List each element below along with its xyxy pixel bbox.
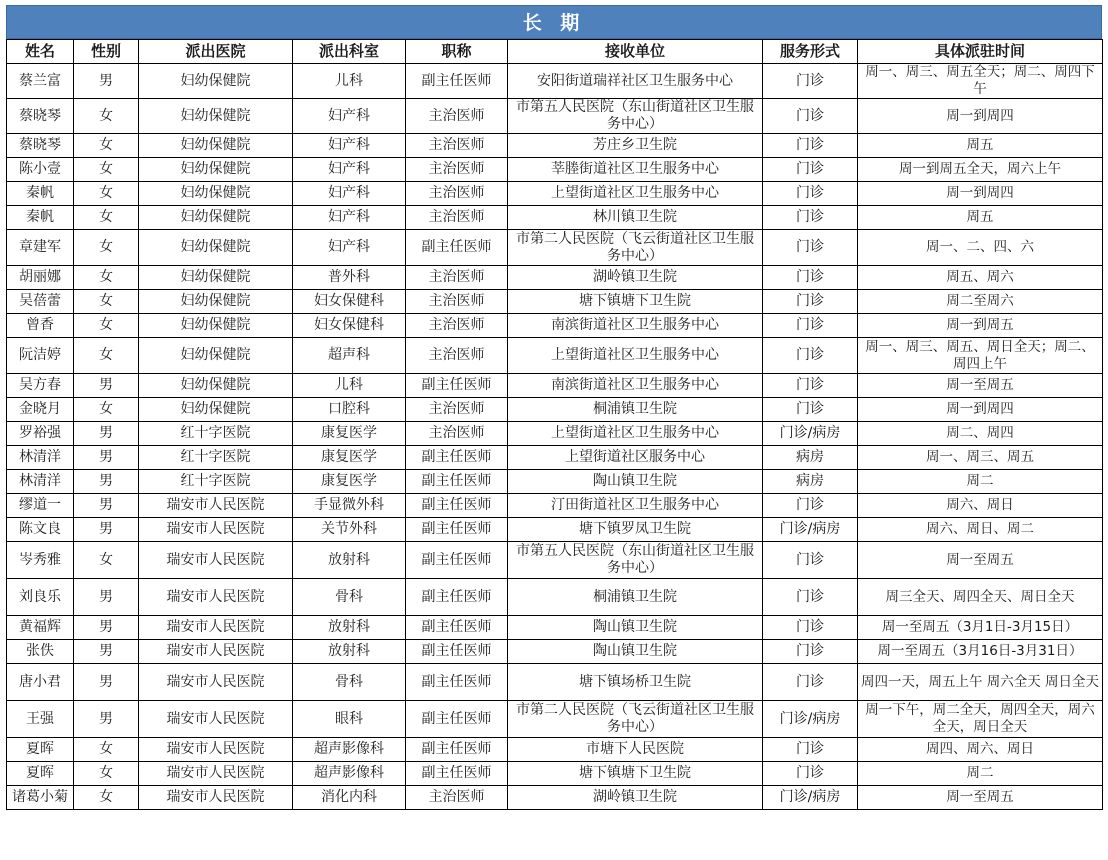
cell-hospital[interactable]: 瑞安市人民医院 <box>139 664 293 701</box>
cell-hospital[interactable]: 瑞安市人民医院 <box>139 701 293 738</box>
cell-dept[interactable]: 康复医学 <box>293 446 406 470</box>
cell-title[interactable]: 主治医师 <box>406 134 508 158</box>
cell-name[interactable]: 蔡兰富 <box>7 64 74 99</box>
cell-time[interactable]: 周一至周五（3月16日-3月31日） <box>858 640 1103 664</box>
cell-time[interactable]: 周二、周四 <box>858 422 1103 446</box>
table-row <box>7 470 1103 494</box>
cell-hospital[interactable]: 妇幼保健院 <box>139 134 293 158</box>
cell-title[interactable]: 主治医师 <box>406 99 508 134</box>
cell-dept[interactable]: 口腔科 <box>293 398 406 422</box>
cell-title[interactable]: 副主任医师 <box>406 518 508 542</box>
cell-name[interactable]: 缪道一 <box>7 494 74 518</box>
cell-gender[interactable]: 女 <box>74 738 139 762</box>
cell-title[interactable]: 主治医师 <box>406 158 508 182</box>
cell-dept[interactable]: 放射科 <box>293 616 406 640</box>
column-header-form[interactable]: 服务形式 <box>763 40 858 64</box>
cell-time[interactable]: 周一至周五 <box>858 542 1103 579</box>
cell-hospital[interactable]: 妇幼保健院 <box>139 338 293 374</box>
column-header-unit[interactable]: 接收单位 <box>508 40 763 64</box>
cell-hospital[interactable]: 瑞安市人民医院 <box>139 542 293 579</box>
cell-title[interactable]: 主治医师 <box>406 314 508 338</box>
cell-dept[interactable]: 消化内科 <box>293 786 406 810</box>
table-row <box>7 518 1103 542</box>
cell-title[interactable]: 副主任医师 <box>406 230 508 266</box>
cell-form[interactable]: 门诊 <box>763 542 858 579</box>
cell-hospital[interactable]: 瑞安市人民医院 <box>139 640 293 664</box>
cell-form[interactable]: 门诊/病房 <box>763 422 858 446</box>
cell-unit[interactable]: 汀田街道社区卫生服务中心 <box>508 494 763 518</box>
cell-gender[interactable]: 女 <box>74 314 139 338</box>
cell-gender[interactable]: 女 <box>74 206 139 230</box>
cell-name[interactable]: 章建军 <box>7 230 74 266</box>
cell-dept[interactable]: 骨科 <box>293 664 406 701</box>
cell-unit[interactable]: 桐浦镇卫生院 <box>508 579 763 616</box>
cell-time[interactable]: 周一到周四 <box>858 398 1103 422</box>
cell-name[interactable]: 曾香 <box>7 314 74 338</box>
cell-time[interactable]: 周六、周日 <box>858 494 1103 518</box>
cell-title[interactable]: 副主任医师 <box>406 446 508 470</box>
cell-name[interactable]: 夏晖 <box>7 738 74 762</box>
cell-dept[interactable]: 妇女保健科 <box>293 314 406 338</box>
cell-time[interactable]: 周一、周三、周五、周日全天；周二、周四上午 <box>858 338 1103 374</box>
cell-title[interactable]: 副主任医师 <box>406 738 508 762</box>
cell-dept[interactable]: 妇产科 <box>293 99 406 134</box>
table-row <box>7 290 1103 314</box>
cell-time[interactable]: 周一至周五 <box>858 786 1103 810</box>
cell-time[interactable]: 周一、周三、周五 <box>858 446 1103 470</box>
table-row <box>7 64 1103 99</box>
cell-gender[interactable]: 女 <box>74 230 139 266</box>
cell-dept[interactable]: 康复医学 <box>293 470 406 494</box>
column-header-gender[interactable]: 性别 <box>74 40 139 64</box>
cell-unit[interactable]: 上望街道社区卫生服务中心 <box>508 338 763 374</box>
cell-hospital[interactable]: 妇幼保健院 <box>139 374 293 398</box>
cell-hospital[interactable]: 妇幼保健院 <box>139 182 293 206</box>
cell-unit[interactable]: 市塘下人民医院 <box>508 738 763 762</box>
cell-form[interactable]: 门诊 <box>763 762 858 786</box>
cell-time[interactable]: 周三全天、周四全天、周日全天 <box>858 579 1103 616</box>
table-row <box>7 446 1103 470</box>
column-header-title[interactable]: 职称 <box>406 40 508 64</box>
cell-gender[interactable]: 男 <box>74 374 139 398</box>
cell-hospital[interactable]: 妇幼保健院 <box>139 64 293 99</box>
cell-gender[interactable]: 女 <box>74 786 139 810</box>
table-row <box>7 134 1103 158</box>
cell-title[interactable]: 主治医师 <box>406 266 508 290</box>
cell-gender[interactable]: 女 <box>74 266 139 290</box>
cell-form[interactable]: 门诊 <box>763 398 858 422</box>
cell-time[interactable]: 周一、周三、周五全天；周二、周四下午 <box>858 64 1103 99</box>
cell-hospital[interactable]: 瑞安市人民医院 <box>139 579 293 616</box>
cell-unit[interactable]: 桐浦镇卫生院 <box>508 398 763 422</box>
cell-time[interactable]: 周六、周日、周二 <box>858 518 1103 542</box>
column-header-name[interactable]: 姓名 <box>7 40 74 64</box>
cell-title[interactable]: 主治医师 <box>406 182 508 206</box>
cell-form[interactable]: 门诊 <box>763 664 858 701</box>
cell-form[interactable]: 门诊 <box>763 64 858 99</box>
table-row <box>7 338 1103 374</box>
cell-name[interactable]: 陈小壹 <box>7 158 74 182</box>
cell-gender[interactable]: 女 <box>74 338 139 374</box>
cell-hospital[interactable]: 红十字医院 <box>139 446 293 470</box>
cell-dept[interactable]: 放射科 <box>293 640 406 664</box>
cell-unit[interactable]: 湖岭镇卫生院 <box>508 786 763 810</box>
cell-form[interactable]: 门诊 <box>763 640 858 664</box>
table-row <box>7 542 1103 579</box>
cell-hospital[interactable]: 妇幼保健院 <box>139 158 293 182</box>
cell-time[interactable]: 周二至周六 <box>858 290 1103 314</box>
cell-unit[interactable]: 林川镇卫生院 <box>508 206 763 230</box>
cell-gender[interactable]: 女 <box>74 134 139 158</box>
cell-dept[interactable]: 普外科 <box>293 266 406 290</box>
cell-unit[interactable]: 莘塍街道社区卫生服务中心 <box>508 158 763 182</box>
cell-unit[interactable]: 塘下镇塘下卫生院 <box>508 762 763 786</box>
cell-hospital[interactable]: 瑞安市人民医院 <box>139 786 293 810</box>
cell-unit[interactable]: 芳庄乡卫生院 <box>508 134 763 158</box>
cell-hospital[interactable]: 妇幼保健院 <box>139 206 293 230</box>
cell-unit[interactable]: 塘下镇罗凤卫生院 <box>508 518 763 542</box>
cell-form[interactable]: 门诊/病房 <box>763 786 858 810</box>
cell-title[interactable]: 主治医师 <box>406 786 508 810</box>
cell-unit[interactable]: 南滨街道社区卫生服务中心 <box>508 374 763 398</box>
cell-time[interactable]: 周二 <box>858 470 1103 494</box>
table-row <box>7 374 1103 398</box>
cell-form[interactable]: 门诊 <box>763 99 858 134</box>
cell-dept[interactable]: 妇女保健科 <box>293 290 406 314</box>
cell-form[interactable]: 门诊 <box>763 206 858 230</box>
table-row <box>7 494 1103 518</box>
cell-time[interactable]: 周一下午，周二全天，周四全天，周六全天，周日全天 <box>858 701 1103 738</box>
cell-form[interactable]: 门诊 <box>763 374 858 398</box>
cell-hospital[interactable]: 妇幼保健院 <box>139 266 293 290</box>
cell-gender[interactable]: 女 <box>74 762 139 786</box>
cell-name[interactable]: 胡丽娜 <box>7 266 74 290</box>
cell-title[interactable]: 副主任医师 <box>406 542 508 579</box>
cell-unit[interactable]: 上望街道社区卫生服务中心 <box>508 422 763 446</box>
cell-name[interactable]: 蔡晓琴 <box>7 99 74 134</box>
cell-dept[interactable]: 关节外科 <box>293 518 406 542</box>
cell-dept[interactable]: 超声科 <box>293 338 406 374</box>
cell-time[interactable]: 周一到周四 <box>858 99 1103 134</box>
cell-title[interactable]: 副主任医师 <box>406 762 508 786</box>
cell-form[interactable]: 门诊 <box>763 738 858 762</box>
cell-time[interactable]: 周一至周五 <box>858 374 1103 398</box>
cell-unit[interactable]: 陶山镇卫生院 <box>508 470 763 494</box>
cell-form[interactable]: 门诊 <box>763 230 858 266</box>
cell-form[interactable]: 病房 <box>763 470 858 494</box>
cell-hospital[interactable]: 瑞安市人民医院 <box>139 762 293 786</box>
cell-name[interactable]: 吴蓓蕾 <box>7 290 74 314</box>
cell-hospital[interactable]: 妇幼保健院 <box>139 314 293 338</box>
cell-dept[interactable]: 妇产科 <box>293 182 406 206</box>
cell-name[interactable]: 罗裕强 <box>7 422 74 446</box>
cell-gender[interactable]: 男 <box>74 64 139 99</box>
cell-title[interactable]: 主治医师 <box>406 290 508 314</box>
cell-title[interactable]: 主治医师 <box>406 338 508 374</box>
cell-hospital[interactable]: 妇幼保健院 <box>139 290 293 314</box>
table-row <box>7 616 1103 640</box>
cell-gender[interactable]: 男 <box>74 422 139 446</box>
cell-name[interactable]: 金晓月 <box>7 398 74 422</box>
cell-gender[interactable]: 男 <box>74 616 139 640</box>
cell-hospital[interactable]: 瑞安市人民医院 <box>139 738 293 762</box>
cell-hospital[interactable]: 瑞安市人民医院 <box>139 616 293 640</box>
table-row <box>7 701 1103 738</box>
cell-time[interactable]: 周一至周五（3月1日-3月15日） <box>858 616 1103 640</box>
cell-form[interactable]: 门诊/病房 <box>763 518 858 542</box>
cell-title[interactable]: 主治医师 <box>406 398 508 422</box>
cell-unit[interactable]: 塘下镇塘下卫生院 <box>508 290 763 314</box>
table-row <box>7 182 1103 206</box>
cell-dept[interactable]: 妇产科 <box>293 134 406 158</box>
cell-title[interactable]: 副主任医师 <box>406 640 508 664</box>
table-row <box>7 738 1103 762</box>
cell-form[interactable]: 门诊 <box>763 158 858 182</box>
column-header-hospital[interactable]: 派出医院 <box>139 40 293 64</box>
cell-form[interactable]: 门诊 <box>763 290 858 314</box>
cell-form[interactable]: 门诊 <box>763 616 858 640</box>
cell-unit[interactable]: 陶山镇卫生院 <box>508 640 763 664</box>
table-row <box>7 206 1103 230</box>
cell-form[interactable]: 门诊 <box>763 494 858 518</box>
cell-gender[interactable]: 男 <box>74 664 139 701</box>
cell-time[interactable]: 周五 <box>858 134 1103 158</box>
cell-unit[interactable]: 市第二人民医院（飞云街道社区卫生服务中心） <box>508 230 763 266</box>
cell-gender[interactable]: 女 <box>74 99 139 134</box>
cell-dept[interactable]: 儿科 <box>293 374 406 398</box>
table-row <box>7 266 1103 290</box>
cell-gender[interactable]: 男 <box>74 579 139 616</box>
cell-hospital[interactable]: 妇幼保健院 <box>139 398 293 422</box>
sheet-title: 长 期 <box>6 5 1102 39</box>
table-row <box>7 640 1103 664</box>
cell-gender[interactable]: 女 <box>74 182 139 206</box>
cell-unit[interactable]: 上望街道社区卫生服务中心 <box>508 182 763 206</box>
cell-gender[interactable]: 女 <box>74 158 139 182</box>
cell-dept[interactable]: 放射科 <box>293 542 406 579</box>
column-header-dept[interactable]: 派出科室 <box>293 40 406 64</box>
cell-name[interactable]: 王强 <box>7 701 74 738</box>
cell-hospital[interactable]: 瑞安市人民医院 <box>139 494 293 518</box>
table-row <box>7 762 1103 786</box>
cell-dept[interactable]: 眼科 <box>293 701 406 738</box>
cell-unit[interactable]: 南滨街道社区卫生服务中心 <box>508 314 763 338</box>
cell-gender[interactable]: 女 <box>74 290 139 314</box>
cell-hospital[interactable]: 瑞安市人民医院 <box>139 518 293 542</box>
cell-name[interactable]: 诸葛小菊 <box>7 786 74 810</box>
cell-form[interactable]: 病房 <box>763 446 858 470</box>
cell-dept[interactable]: 妇产科 <box>293 206 406 230</box>
cell-time[interactable]: 周五 <box>858 206 1103 230</box>
cell-title[interactable]: 副主任医师 <box>406 616 508 640</box>
cell-form[interactable]: 门诊 <box>763 338 858 374</box>
cell-unit[interactable]: 安阳街道瑞祥社区卫生服务中心 <box>508 64 763 99</box>
cell-unit[interactable]: 塘下镇场桥卫生院 <box>508 664 763 701</box>
cell-title[interactable]: 副主任医师 <box>406 701 508 738</box>
cell-title[interactable]: 副主任医师 <box>406 64 508 99</box>
cell-dept[interactable]: 超声影像科 <box>293 762 406 786</box>
cell-name[interactable]: 黄福辉 <box>7 616 74 640</box>
cell-hospital[interactable]: 红十字医院 <box>139 470 293 494</box>
table-row <box>7 158 1103 182</box>
table-row <box>7 230 1103 266</box>
cell-name[interactable]: 岑秀雅 <box>7 542 74 579</box>
cell-time[interactable]: 周一到周五全天，周六上午 <box>858 158 1103 182</box>
header-row <box>7 40 1103 64</box>
assignment-table <box>6 39 1103 810</box>
cell-gender[interactable]: 女 <box>74 398 139 422</box>
cell-form[interactable]: 门诊 <box>763 314 858 338</box>
table-row <box>7 314 1103 338</box>
cell-hospital[interactable]: 红十字医院 <box>139 422 293 446</box>
cell-unit[interactable]: 市第二人民医院（飞云街道社区卫生服务中心） <box>508 701 763 738</box>
cell-dept[interactable]: 妇产科 <box>293 158 406 182</box>
cell-name[interactable]: 刘良乐 <box>7 579 74 616</box>
cell-title[interactable]: 副主任医师 <box>406 374 508 398</box>
table-row <box>7 422 1103 446</box>
cell-dept[interactable]: 手显微外科 <box>293 494 406 518</box>
cell-form[interactable]: 门诊/病房 <box>763 701 858 738</box>
cell-dept[interactable]: 儿科 <box>293 64 406 99</box>
cell-gender[interactable]: 男 <box>74 640 139 664</box>
cell-gender[interactable]: 女 <box>74 542 139 579</box>
cell-title[interactable]: 副主任医师 <box>406 579 508 616</box>
cell-time[interactable]: 周五、周六 <box>858 266 1103 290</box>
cell-time[interactable]: 周一、二、四、六 <box>858 230 1103 266</box>
cell-name[interactable]: 秦帆 <box>7 206 74 230</box>
cell-gender[interactable]: 男 <box>74 518 139 542</box>
cell-name[interactable]: 夏晖 <box>7 762 74 786</box>
column-header-time[interactable]: 具体派驻时间 <box>858 40 1103 64</box>
cell-dept[interactable]: 骨科 <box>293 579 406 616</box>
cell-name[interactable]: 吴方春 <box>7 374 74 398</box>
cell-time[interactable]: 周二 <box>858 762 1103 786</box>
cell-name[interactable]: 阮洁婷 <box>7 338 74 374</box>
cell-unit[interactable]: 市第五人民医院（东山街道社区卫生服务中心） <box>508 542 763 579</box>
cell-form[interactable]: 门诊 <box>763 579 858 616</box>
cell-gender[interactable]: 男 <box>74 470 139 494</box>
table-row <box>7 579 1103 616</box>
cell-name[interactable]: 林清洋 <box>7 446 74 470</box>
cell-title[interactable]: 主治医师 <box>406 422 508 446</box>
cell-name[interactable]: 林清洋 <box>7 470 74 494</box>
cell-name[interactable]: 张佚 <box>7 640 74 664</box>
cell-form[interactable]: 门诊 <box>763 134 858 158</box>
cell-gender[interactable]: 男 <box>74 494 139 518</box>
table-row <box>7 398 1103 422</box>
cell-title[interactable]: 主治医师 <box>406 206 508 230</box>
cell-unit[interactable]: 市第五人民医院（东山街道社区卫生服务中心） <box>508 99 763 134</box>
cell-name[interactable]: 秦帆 <box>7 182 74 206</box>
cell-unit[interactable]: 湖岭镇卫生院 <box>508 266 763 290</box>
cell-time[interactable]: 周四、周六、周日 <box>858 738 1103 762</box>
cell-name[interactable]: 陈文良 <box>7 518 74 542</box>
cell-dept[interactable]: 妇产科 <box>293 230 406 266</box>
cell-title[interactable]: 副主任医师 <box>406 664 508 701</box>
cell-time[interactable]: 周一到周四 <box>858 182 1103 206</box>
cell-unit[interactable]: 陶山镇卫生院 <box>508 616 763 640</box>
cell-title[interactable]: 副主任医师 <box>406 470 508 494</box>
cell-title[interactable]: 副主任医师 <box>406 494 508 518</box>
cell-hospital[interactable]: 妇幼保健院 <box>139 230 293 266</box>
cell-gender[interactable]: 男 <box>74 446 139 470</box>
cell-name[interactable]: 唐小君 <box>7 664 74 701</box>
cell-time[interactable]: 周四一天，周五上午 周六全天 周日全天 <box>858 664 1103 701</box>
table-row <box>7 664 1103 701</box>
cell-form[interactable]: 门诊 <box>763 182 858 206</box>
spreadsheet <box>6 5 1102 810</box>
cell-hospital[interactable]: 妇幼保健院 <box>139 99 293 134</box>
cell-gender[interactable]: 男 <box>74 701 139 738</box>
cell-dept[interactable]: 康复医学 <box>293 422 406 446</box>
cell-time[interactable]: 周一到周五 <box>858 314 1103 338</box>
table-row <box>7 786 1103 810</box>
cell-name[interactable]: 蔡晓琴 <box>7 134 74 158</box>
cell-form[interactable]: 门诊 <box>763 266 858 290</box>
cell-dept[interactable]: 超声影像科 <box>293 738 406 762</box>
cell-unit[interactable]: 上望街道社区服务中心 <box>508 446 763 470</box>
table-row <box>7 99 1103 134</box>
